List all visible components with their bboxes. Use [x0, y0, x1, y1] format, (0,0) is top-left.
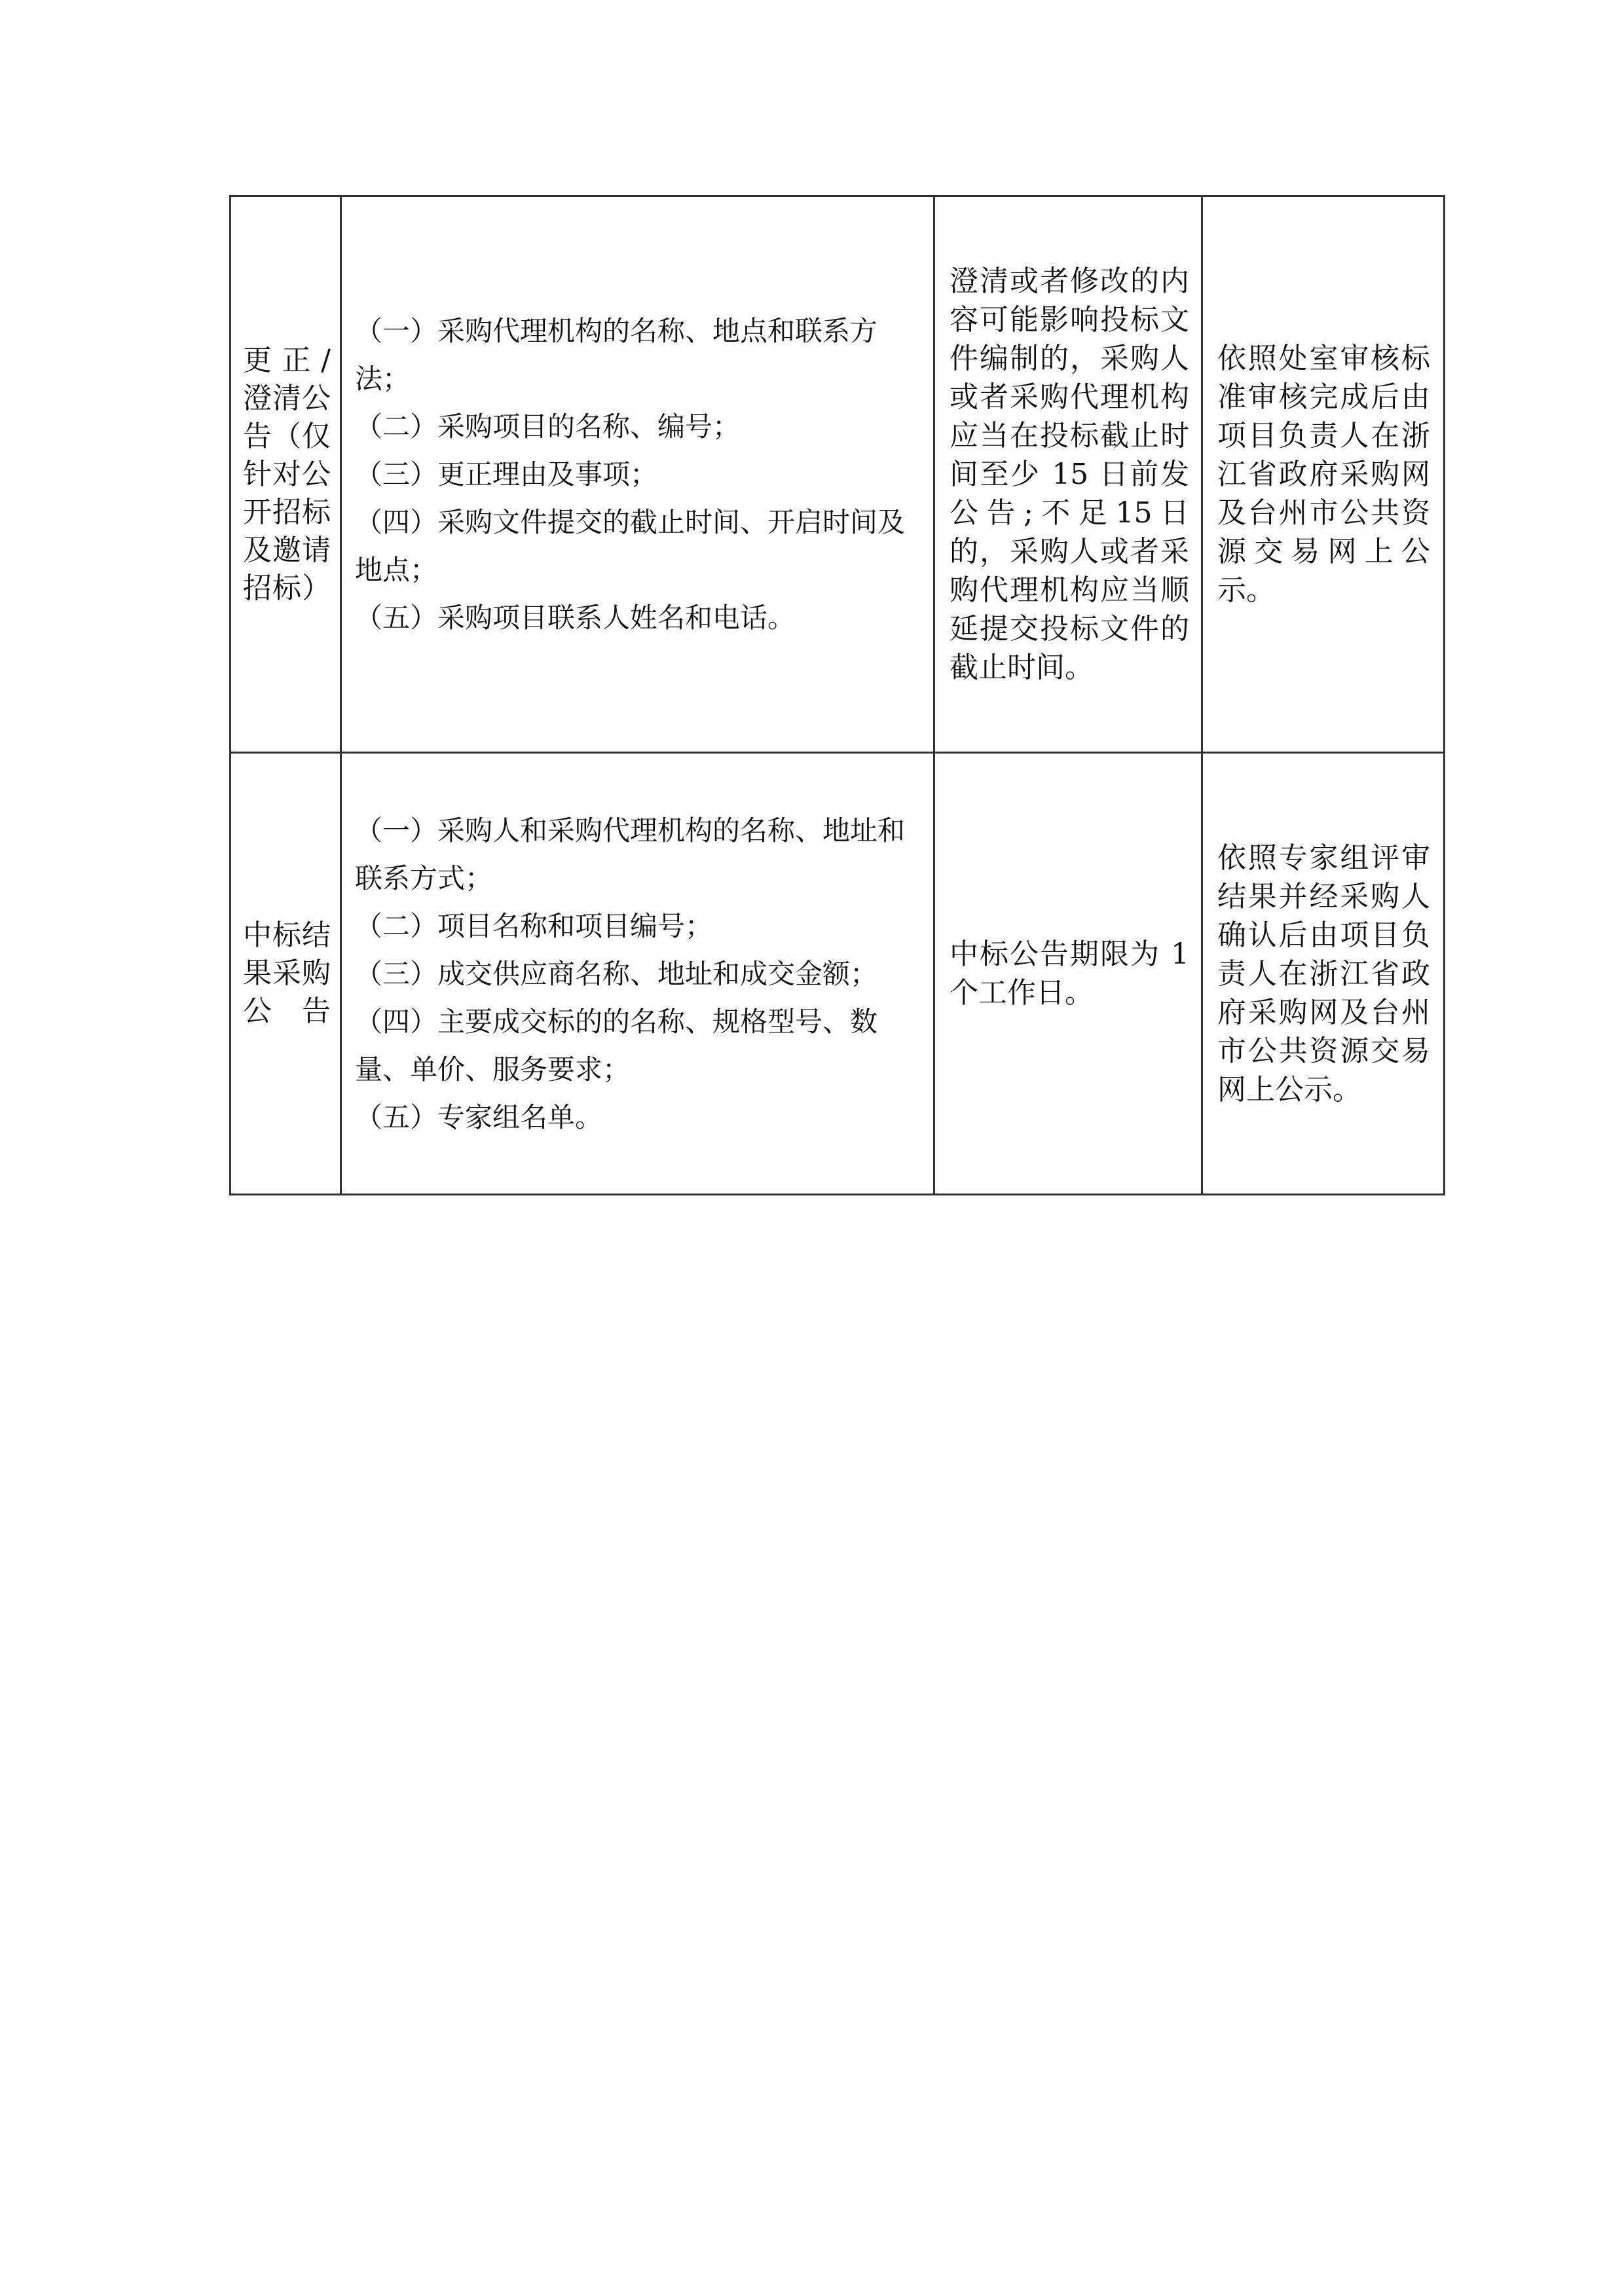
notice-period-cell: 中标公告期限为 1 个工作日。	[934, 753, 1202, 1195]
notice-process-cell: 依照专家组评审结果并经采购人确认后由项目负责人在浙江省政府采购网及台州市公共资源交易网上公示。	[1202, 753, 1445, 1195]
notice-type-cell: 中标结果采购公告	[231, 753, 341, 1195]
content-item: （五）采购项目联系人姓名和电话。	[355, 602, 796, 634]
notice-period-cell: 澄清或者修改的内容可能影响投标文件编制的，采购人或者采购代理机构应当在投标截止时间至少 15 日前发公告;不足15日的，采购人或者采购代理机构应当顺延提交投标文件的截止时间。	[934, 196, 1202, 753]
content-item: （一）采购代理机构的名称、地点和联系方法；	[355, 315, 878, 395]
notice-content-cell	[341, 753, 934, 1195]
content-item: （五）专家组名单。	[355, 1101, 603, 1133]
content-item: （一）采购人和采购代理机构的名称、地址和联系方式；	[355, 814, 906, 894]
content-item: （二）采购项目的名称、编号；	[355, 410, 741, 443]
content-item: （四）采购文件提交的截止时间、开启时间及地点；	[355, 506, 906, 586]
content-item: （二）项目名称和项目编号；	[355, 909, 713, 942]
notice-content-cell	[341, 196, 934, 753]
content-item: （三）更正理由及事项；	[355, 458, 658, 490]
table-row-award-notice	[231, 753, 1445, 1195]
content-item: （四）主要成交标的的名称、规格型号、数量、单价、服务要求；	[355, 1005, 878, 1085]
notice-process-cell: 依照处室审核标准审核完成后由项目负责人在浙江省政府采购网及台州市公共资源交易网上公示。	[1202, 196, 1445, 753]
announcement-table	[229, 195, 1445, 1195]
table-row-correction-notice	[231, 196, 1445, 753]
content-item: （三）成交供应商名称、地址和成交金额；	[355, 957, 878, 990]
notice-type-cell: 更正/澄清公告（仅针对公开招标及邀请招标）	[231, 196, 341, 753]
